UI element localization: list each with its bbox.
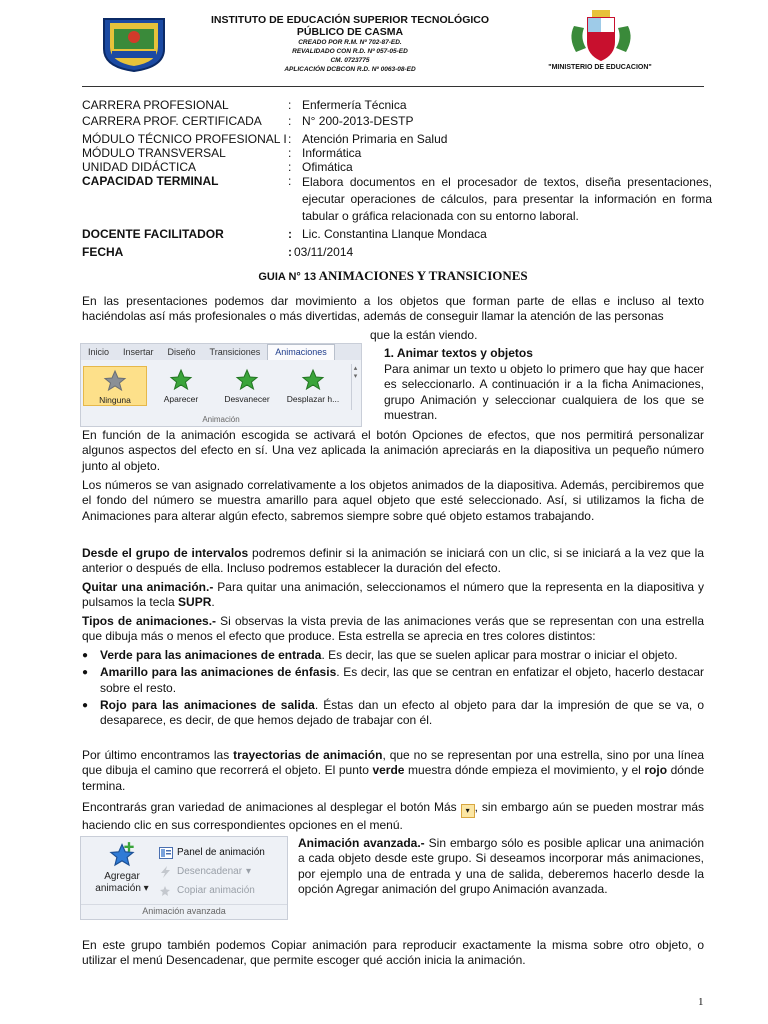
institute-header xyxy=(190,14,510,74)
copy-animation-label: Copiar animación xyxy=(177,885,255,896)
plain-text: . Es decir, las que se centran en enfatizar el objeto, hacerlo destacar sobre el resto. xyxy=(100,665,704,695)
revalidation-resolution: REVALIDADO CON R.D. Nº 057-05-ED xyxy=(292,48,408,55)
info-label: MÓDULO TRANSVERSAL xyxy=(82,146,226,160)
gray-star-icon xyxy=(102,369,128,393)
info-label: MÓDULO TÉCNICO PROFESIONAL I xyxy=(82,132,287,146)
ribbon-group-label: Animación avanzada xyxy=(81,904,287,916)
plain-text: muestra dónde empieza el movimiento, y el xyxy=(404,763,645,778)
guide-title xyxy=(82,268,704,284)
bold-text: Tipos de animaciones.- xyxy=(82,614,217,628)
info-value: Enfermería Técnica xyxy=(302,98,407,112)
bold-text: Desde el grupo de intervalos xyxy=(82,546,249,560)
date-value: 03/11/2014 xyxy=(294,245,354,259)
plain-text: Si observas la vista previa de las animaciones verás que se representan con una estrella que dibuja más o menos el efecto que produce. Esta estrella se aprecia en tres colores distintos: xyxy=(82,614,704,644)
plain-text: , sin embargo aún se pueden mostrar más haciendo clic en sus correspondientes opciones en el menú. xyxy=(82,800,705,832)
bold-text: Rojo para las animaciones de salida xyxy=(100,697,315,712)
teacher-label: DOCENTE FACILITADOR xyxy=(82,227,224,241)
bold-text: Animación avanzada.- xyxy=(298,836,425,850)
section-heading: 1. Animar textos y objetos xyxy=(384,346,533,360)
plain-text: Sin embargo sólo es posible aplicar una animación a cada objeto desde este grupo. Si deseamos incorporar más animaciones, por ejemplo una de entrada y una de salida, deberemos hacerlo desde la opción Agregar animación del grupo Animación avanzada. xyxy=(298,836,704,896)
info-colon: : xyxy=(288,98,292,112)
course-info xyxy=(82,98,712,259)
paragraph-tipos xyxy=(82,614,704,645)
teacher-value: Lic. Constantina Llanque Mondaca xyxy=(302,227,487,241)
capacity-label: CAPACIDAD TERMINAL xyxy=(82,174,219,188)
info-label: CARRERA PROFESIONAL xyxy=(82,98,229,112)
bold-text: verde xyxy=(372,763,405,778)
info-row xyxy=(82,160,712,174)
animation-option-aparecer[interactable] xyxy=(149,366,213,406)
paragraph-quitar xyxy=(82,580,704,611)
intro-paragraph: En las presentaciones podemos dar movimiento a los objetos que forman parte de ellas e incluso al texto haciéndolas así más profesionales o más divertidas, además de conseguir llamar la atención de las personas xyxy=(82,294,704,324)
info-row xyxy=(82,98,712,112)
plain-text: dónde termina. xyxy=(82,763,704,793)
peru-coat-of-arms-logo xyxy=(566,8,636,64)
info-colon: : xyxy=(288,227,292,241)
dropdown-arrow-icon: ▾ xyxy=(246,866,252,877)
cm-code: CM. 0723775 xyxy=(330,57,370,64)
capacity-value: Elabora documentos en el procesador de textos, diseña presentaciones, ejecutar operaciones de cálculos, para presentar la información en forma tabular o gráfica relacionada con su entorno laboral. xyxy=(302,175,712,223)
paragraph-avanzada xyxy=(298,836,704,897)
info-colon: : xyxy=(288,160,292,174)
green-star-icon xyxy=(168,368,194,392)
tab-insertar[interactable]: Insertar xyxy=(123,347,154,357)
info-label: CARRERA PROF. CERTIFICADA xyxy=(82,114,262,128)
institute-name-line2: PÚBLICO DE CASMA xyxy=(296,26,404,38)
bold-text: Verde para las animaciones de entrada xyxy=(100,648,322,662)
paragraph-mas xyxy=(82,800,704,833)
info-colon: : xyxy=(288,174,292,188)
info-colon: : xyxy=(288,114,292,128)
paragraph-final: En este grupo también podemos Copiar animación para reproducir exactamente la misma sobre otro objeto, o utilizar el menú Desencadenar, que permite escoger qué acción inicia la animación. xyxy=(82,938,704,968)
info-colon: : xyxy=(288,245,292,259)
animation-option-label: Aparecer xyxy=(163,394,199,404)
tab-diseno[interactable]: Diseño xyxy=(167,347,196,357)
teacher-row xyxy=(82,227,712,241)
plain-text: . Éstas dan un efecto al objeto para dar la impresión de que se va, o desaparece, es decir, de que hemos dejado de trabajar con él. xyxy=(100,697,704,728)
institute-logo xyxy=(100,15,168,73)
page-number: 1 xyxy=(698,996,704,1008)
paragraph-trayectorias xyxy=(82,748,704,794)
ribbon-tabs xyxy=(81,344,361,360)
info-value: Atención Primaria en Salud xyxy=(302,132,448,146)
paragraph-funcion: En función de la animación escogida se activará el botón Opciones de efectos, que nos permitirá personalizar algunos aspectos del efecto en sí. Una vez aplicada la animación apreciarás en la diapositiva un pequeño número junto al objeto. xyxy=(82,428,704,473)
info-label: UNIDAD DIDÁCTICA xyxy=(82,160,197,174)
paragraph-animar: Para animar un texto u objeto lo primero que hay que hacer es seleccionarlo. A continuación ir a la ficha Animaciones, grupo Animación y seleccionar cualquiera de los que se muestran. xyxy=(384,362,704,422)
scroll-down-icon[interactable]: ▾ xyxy=(353,373,358,380)
animation-pane-button[interactable] xyxy=(159,843,265,862)
plain-text: podremos definir si la animación se iniciará con un clic, si se iniciará a la vez que la anterior o después de ella. Incluso podremos establecer la duración del efecto. xyxy=(82,546,705,576)
advanced-animation-ribbon-screenshot xyxy=(80,836,288,920)
institute-name-line1: INSTITUTO DE EDUCACIÓN SUPERIOR TECNOLÓGICO xyxy=(210,14,490,26)
intro-paragraph-end: que la están viendo. xyxy=(370,328,478,342)
bold-text: rojo xyxy=(644,763,668,778)
add-animation-star-icon xyxy=(107,841,137,869)
ministry-label: "MINISTERIO DE EDUCACION" xyxy=(548,64,652,71)
plain-text: Encontrarás gran variedad de animaciones al desplegar el botón Más xyxy=(82,800,461,814)
bold-text: Quitar una animación.- xyxy=(82,580,214,594)
tab-transiciones[interactable]: Transiciones xyxy=(209,347,261,357)
capacity-row xyxy=(82,174,712,225)
bold-text: SUPR xyxy=(178,595,212,610)
paragraph-intervalos xyxy=(82,546,704,577)
advanced-commands xyxy=(159,843,265,900)
plain-text: Por último encontramos las xyxy=(82,748,234,762)
animation-option-label: Desplazar h... xyxy=(286,394,340,404)
scroll-up-icon[interactable]: ▴ xyxy=(353,365,358,372)
info-colon: : xyxy=(288,146,292,160)
animation-pane-label: Panel de animación xyxy=(177,847,265,858)
gallery-scrollbar[interactable] xyxy=(351,364,359,410)
info-colon: : xyxy=(288,132,292,146)
header-divider xyxy=(82,86,704,87)
list-item xyxy=(82,648,704,663)
copy-animation-button[interactable] xyxy=(159,881,265,900)
info-value: N° 200-2013-DESTP xyxy=(302,114,414,128)
copy-animation-icon xyxy=(159,885,173,897)
plain-text: . Es decir, las que se suelen aplicar para mostrar o iniciar el objeto. xyxy=(321,648,678,662)
application-resolution: APLICACIÓN DCBCON R.D. Nº 0063-08-ED xyxy=(284,66,416,73)
info-row xyxy=(82,146,712,160)
add-animation-button[interactable] xyxy=(87,841,157,895)
info-value: Informática xyxy=(302,146,362,160)
tab-inicio[interactable]: Inicio xyxy=(88,347,110,357)
ribbon-group-label: Animación xyxy=(202,415,240,424)
animation-option-label: Ninguna xyxy=(99,395,131,405)
bold-text: trayectorias de animación xyxy=(233,748,383,762)
tab-animaciones[interactable]: Animaciones xyxy=(267,344,335,360)
guide-number: GUIA N° 13 xyxy=(258,271,317,283)
list-item xyxy=(82,665,704,696)
lightning-icon xyxy=(159,866,173,878)
animation-option-label: Desvanecer xyxy=(224,394,270,404)
info-row xyxy=(82,114,712,128)
list-item xyxy=(82,698,704,729)
green-star-icon xyxy=(300,368,326,392)
info-row xyxy=(82,132,712,146)
bold-text: Amarillo para las animaciones de énfasis xyxy=(100,665,337,680)
add-animation-label: Agregar animación xyxy=(95,871,141,894)
trigger-button[interactable] xyxy=(159,862,265,881)
guide-title-text: ANIMACIONES Y TRANSICIONES xyxy=(318,268,528,283)
animation-option-ninguna[interactable] xyxy=(83,366,147,406)
animations-ribbon-screenshot xyxy=(80,343,362,427)
animation-option-desplazar[interactable] xyxy=(281,366,345,406)
animation-types-list xyxy=(82,648,704,728)
paragraph-numeros: Los números se van asignado correlativamente a los objetos animados de la diapositiva. Además, percibiremos que el fondo del número se muestra amarillo para aquel objeto que esté seleccionado. Así, si utilizamos la ficha de Animaciones para alterar algún efecto, sabremos siempre sobre qué objeto estamos trabajando. xyxy=(82,478,704,523)
green-star-icon xyxy=(234,368,260,392)
plain-text: , que no se representan por una estrella, sino por una línea que dibuja el camino que recorrerá el objeto. El punto xyxy=(82,748,704,778)
plain-text: Para quitar una animación, seleccionamos el número que la representa en la diapositiva y pulsamos la tecla xyxy=(82,580,704,610)
date-label: FECHA xyxy=(82,245,124,259)
info-value: Ofimática xyxy=(302,160,353,174)
dropdown-arrow-icon: ▾ xyxy=(143,883,149,894)
creation-resolution: CREADO POR R.M. Nº 702-87-ED. xyxy=(298,39,402,46)
animation-option-desvanecer[interactable] xyxy=(215,366,279,406)
animation-gallery xyxy=(81,360,361,406)
animation-pane-icon xyxy=(159,847,173,859)
more-dropdown-icon[interactable]: ▾ xyxy=(461,804,475,818)
plain-text: . xyxy=(211,595,215,610)
date-row xyxy=(82,245,712,259)
trigger-label: Desencadenar xyxy=(177,866,243,877)
